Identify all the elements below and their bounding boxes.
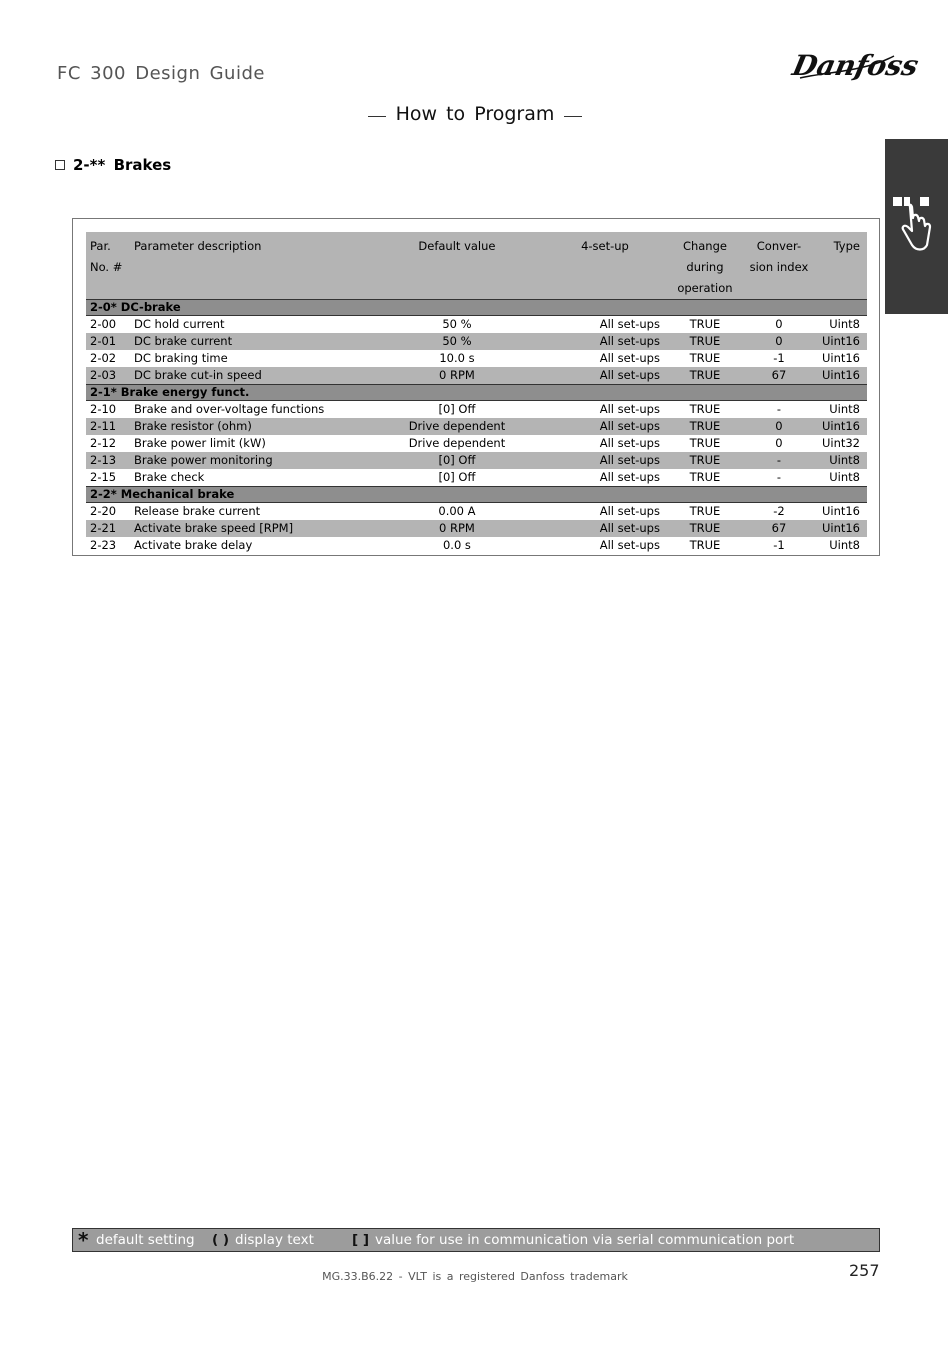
chapter-heading: [0, 103, 950, 125]
table-row: 2-15 Brake check [0] Off All set-ups TRUE - Uint8: [90, 470, 860, 484]
legend-default-label: default setting: [96, 1232, 195, 1248]
table-row: 2-00 DC hold current 50 % All set-ups TRUE 0 Uint8: [90, 317, 860, 331]
table-row: 2-23 Activate brake delay 0.0 s All set-ups TRUE -1 Uint8: [90, 538, 860, 552]
parameter-table-frame: [72, 218, 880, 556]
chapter-side-tab: [885, 139, 948, 314]
header-description: Parameter description: [130, 232, 368, 300]
header-type: Type: [818, 232, 867, 300]
page-number: 257: [849, 1261, 880, 1280]
legend-bar: [72, 1228, 880, 1252]
footer-text: MG.33.B6.22 - VLT is a registered Danfoss trademark: [322, 1270, 628, 1283]
legend-value-label: value for use in communication via serial communication port: [375, 1232, 795, 1248]
table-row: 2-11 Brake resistor (ohm) Drive dependent All set-ups TRUE 0 Uint16: [86, 418, 867, 435]
heading-rule-right: [564, 116, 582, 117]
table-header-row: [86, 232, 867, 300]
table-row: 2-03 DC brake cut-in speed 0 RPM All set-ups TRUE 67 Uint16: [86, 367, 867, 385]
group-row: 2-1* Brake energy funct.: [86, 385, 867, 401]
header-default-value: Default value: [368, 232, 546, 300]
programming-hand-icon: [890, 193, 932, 255]
header-conversion: Conver- sion index: [740, 232, 818, 300]
table-row: 2-20 Release brake current 0.00 A All set-ups TRUE -2 Uint16: [90, 504, 860, 518]
parameter-table: [86, 232, 867, 554]
section-heading: [55, 156, 171, 174]
danfoss-logo: [789, 42, 922, 84]
table-row: 2-12 Brake power limit (kW) Drive dependent All set-ups TRUE 0 Uint32: [90, 436, 860, 450]
document-title: FC 300 Design Guide: [57, 63, 265, 84]
header-change: Change during operation: [670, 232, 740, 300]
table-row: 2-01 DC brake current 50 % All set-ups TRUE 0 Uint16: [86, 333, 867, 350]
heading-rule-left: [368, 116, 386, 117]
group-row: 2-0* DC-brake: [86, 300, 867, 316]
section-title: 2-** Brakes: [73, 156, 172, 174]
table-row: 2-21 Activate brake speed [RPM] 0 RPM All set-ups TRUE 67 Uint16: [86, 520, 867, 537]
table-row: 2-10 Brake and over-voltage functions [0] Off All set-ups TRUE - Uint8: [90, 402, 860, 416]
table-row: 2-02 DC braking time 10.0 s All set-ups TRUE -1 Uint16: [90, 351, 860, 365]
group-row: 2-2* Mechanical brake: [86, 487, 867, 503]
legend-value-symbol: [ ]: [352, 1232, 370, 1248]
table-row: 2-13 Brake power monitoring [0] Off All set-ups TRUE - Uint8: [86, 452, 867, 469]
header-setup: 4-set-up: [546, 232, 670, 300]
chapter-title: How to Program: [395, 103, 555, 125]
header-par-no: Par. No. #: [86, 232, 130, 300]
default-setting-asterisk-icon: *: [78, 1228, 89, 1252]
section-bullet-icon: [55, 160, 65, 170]
svg-text:Danfoss: Danfoss: [789, 48, 922, 82]
legend-display-label: display text: [235, 1232, 314, 1248]
legend-display-symbol: ( ): [212, 1232, 230, 1248]
